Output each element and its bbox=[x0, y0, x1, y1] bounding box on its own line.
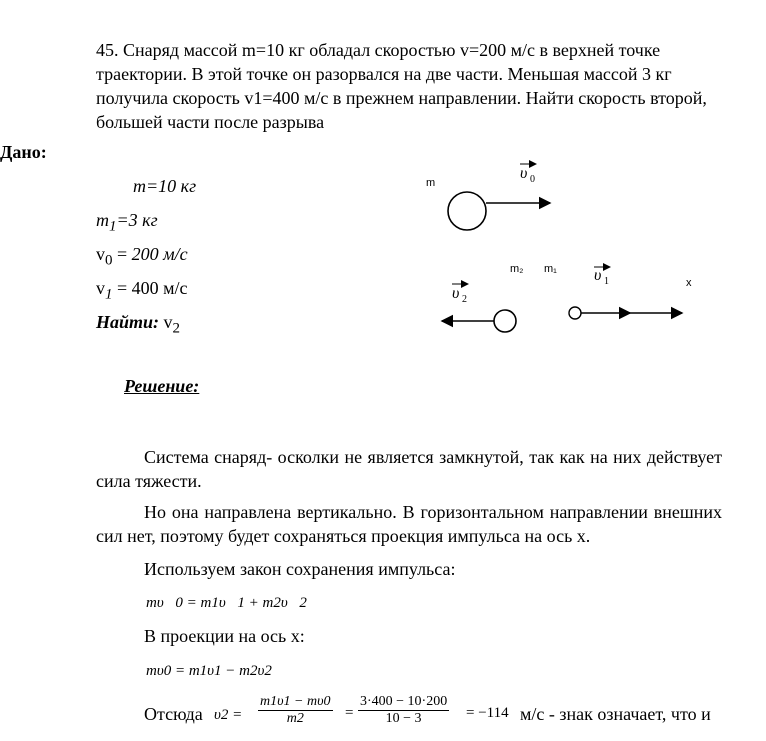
label-m: m bbox=[426, 177, 436, 189]
find-line: Найти: $v_2$ bbox=[96, 312, 181, 337]
svg-text:1: 1 bbox=[604, 276, 609, 287]
result-suffix: м/с - знак означает, что и bbox=[520, 704, 711, 724]
fraction-2-numerator: 3·400 − 10·200 bbox=[360, 694, 448, 709]
svg-text:2: 2 bbox=[462, 294, 467, 305]
given-velocity-0: $v_0 = 200$ м/с bbox=[96, 244, 188, 269]
solution-paragraph-3: Используем закон сохранения импульса: bbox=[144, 559, 456, 579]
fraction-1-denominator: m2 bbox=[286, 711, 304, 726]
find-label: Найти: bbox=[96, 312, 160, 332]
label-v0-sub: 0 bbox=[530, 174, 535, 185]
fraction-1-numerator: m1υ1 − mυ0 bbox=[260, 694, 331, 709]
label-v1: υ bbox=[594, 267, 602, 284]
result-line-prefix: Отсюда bbox=[144, 704, 203, 724]
label-v0: υ bbox=[520, 165, 528, 182]
given-velocity-1: $v_1 = 400$ м/с bbox=[96, 278, 188, 303]
equals-sign: = bbox=[345, 705, 354, 721]
projectile-circle bbox=[448, 192, 486, 230]
solution-paragraph-2: Но она направлена вертикально. В горизонтальном направлении внешних сил нет, поэтому будет сохраняться проекция импульса на ось x. bbox=[96, 502, 722, 546]
result-value: = −114 bbox=[466, 705, 509, 721]
label-x: x bbox=[686, 277, 692, 289]
given-mass: m=10 кг bbox=[133, 176, 197, 196]
result-lhs: υ2 = bbox=[214, 707, 243, 723]
fragment-2-circle bbox=[494, 310, 516, 332]
label-v2: υ bbox=[452, 285, 460, 302]
solution-paragraph-4: В проекции на ось x: bbox=[144, 626, 305, 646]
solution-paragraph-1: Система снаряд- осколки не является замкнутой, так как на них действует сила тяжести. bbox=[96, 447, 722, 491]
result-fraction-symbolic bbox=[258, 694, 333, 727]
label-m2: m₂ bbox=[510, 263, 524, 275]
solution-title: Решение: bbox=[124, 376, 200, 396]
momentum-diagram bbox=[420, 160, 720, 340]
momentum-equation-vector: mυ⃗0 = m1υ⃗1 + m2υ⃗2 bbox=[146, 595, 307, 611]
label-m1: m₁ bbox=[544, 263, 557, 275]
fraction-2-denominator: 10 − 3 bbox=[385, 711, 422, 726]
momentum-equation-projection: mυ0 = m1υ1 − m2υ2 bbox=[146, 663, 272, 679]
given-title: Дано: bbox=[0, 142, 47, 162]
problem-statement: 45. Снаряд массой m=10 кг обладал скоростью v=200 м/с в верхней точке траектории. В этой точке он разорвался на две части. Меньшая массой 3 кг получила скорость v1=400 м/с в прежнем направлении. Найти скорость второй, большей части после разрыва bbox=[96, 40, 707, 132]
fragment-1-circle bbox=[569, 307, 581, 319]
given-mass-1: $m_1=3$ кг bbox=[96, 210, 158, 235]
result-fraction-numeric bbox=[358, 694, 449, 727]
